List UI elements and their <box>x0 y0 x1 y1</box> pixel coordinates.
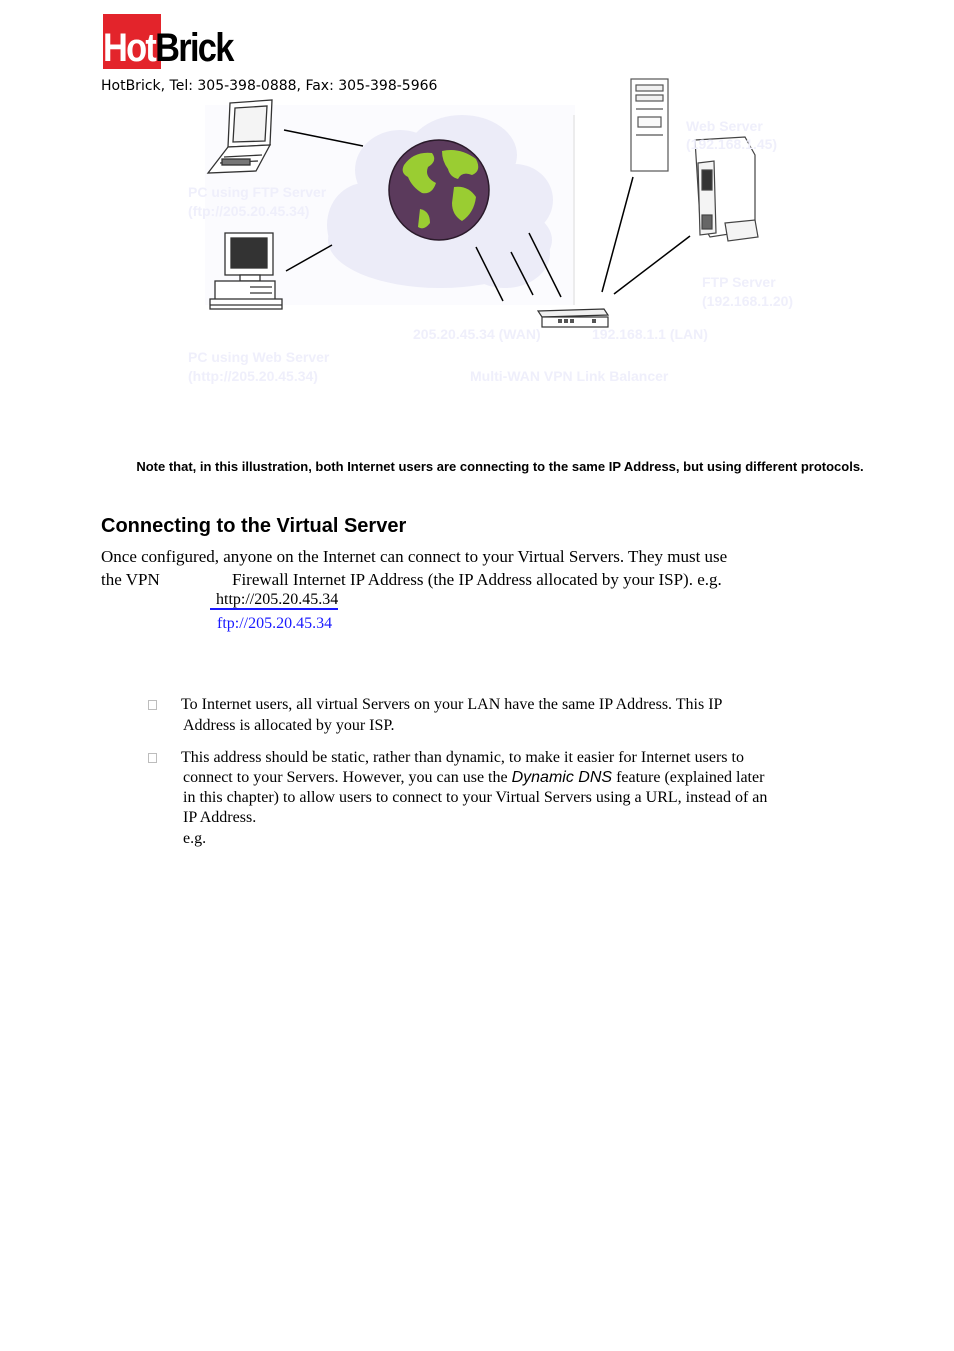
contact-line: HotBrick, Tel: 305-398-0888, Fax: 305-398-5966 <box>101 78 438 94</box>
network-diagram <box>180 75 840 395</box>
paragraph-line-2-left: the VPN <box>101 570 160 589</box>
lan-label: 192.168.1.1 (LAN) <box>592 326 708 342</box>
ftp-server-label: FTP Server <box>702 274 776 290</box>
ftp-example-link[interactable]: ftp://205.20.45.34 <box>217 615 333 632</box>
pc-ftp-addr-label: (ftp://205.20.45.34) <box>188 203 310 219</box>
pc-ftp-label: PC using FTP Server <box>188 184 327 200</box>
logo-hot-text: Hot <box>103 26 156 70</box>
bullet-2-line-4: IP Address. <box>183 809 257 826</box>
http-link-underline <box>210 608 338 610</box>
web-server-icon <box>631 79 668 171</box>
pc-web-label: PC using Web Server <box>188 349 330 365</box>
web-server-ip-label: (192.168.1.45) <box>686 136 778 152</box>
bullet-icon <box>148 753 157 763</box>
paragraph-line-1: Once configured, anyone on the Internet can connect to your Virtual Servers. They must use <box>101 547 728 566</box>
dynamic-dns-term: Dynamic DNS <box>511 769 613 786</box>
hotbrick-logo <box>103 14 248 72</box>
pc-web-addr-label: (http://205.20.45.34) <box>188 368 318 384</box>
paragraph-line-2-right: Firewall Internet IP Address (the IP Address allocated by your ISP). e.g. <box>232 570 722 589</box>
bullet-2-line-2-pre: connect to your Servers. However, you can use the <box>183 769 512 786</box>
device-label: Multi-WAN VPN Link Balancer <box>470 368 669 384</box>
bullet-2-line-2 <box>183 768 764 788</box>
globe-icon <box>389 140 489 240</box>
bullet-2-line-5: e.g. <box>183 830 207 847</box>
web-server-label: Web Server <box>686 118 763 134</box>
bullet-2-line-1: This address should be static, rather than dynamic, to make it easier for Internet users to <box>181 749 744 766</box>
section-heading: Connecting to the Virtual Server <box>101 515 407 537</box>
bullet-2-line-3: in this chapter) to allow users to connect to your Virtual Servers using a URL, instead of an <box>183 789 768 806</box>
wan-label: 205.20.45.34 (WAN) <box>413 326 541 342</box>
bullet-icon <box>148 700 157 710</box>
http-example-link[interactable]: http://205.20.45.34 <box>216 591 339 608</box>
logo-brick-text: Brick <box>155 26 233 70</box>
bullet-1-line-2: Address is allocated by your ISP. <box>183 717 395 734</box>
ftp-server-ip-label: (192.168.1.20) <box>702 293 794 309</box>
bullet-1-line-1: To Internet users, all virtual Servers on your LAN have the same IP Address. This IP <box>181 696 723 713</box>
illustration-note: Note that, in this illustration, both Internet users are connecting to the same IP Address, but using different protocols. <box>136 459 864 474</box>
bullet-2-line-2-post: feature (explained later <box>612 769 765 786</box>
logo-wordmark <box>103 26 233 70</box>
